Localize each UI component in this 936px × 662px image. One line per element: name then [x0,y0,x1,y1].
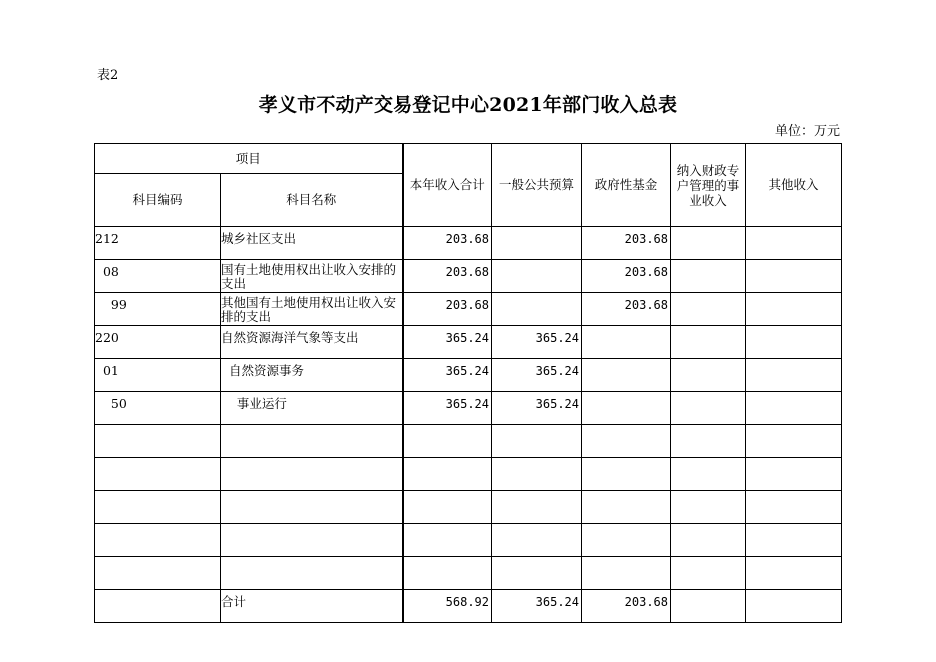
cell-other [746,590,842,623]
cell-name [221,458,403,491]
cell-other [746,326,842,359]
table-label: 表2 [97,68,119,83]
cell-general-budget [492,293,582,326]
cell-total: 365.24 [403,326,492,359]
cell-total: 365.24 [403,359,492,392]
cell-other [746,293,842,326]
cell-name: 自然资源事务 [221,359,403,392]
cell-fiscal-special [671,326,746,359]
cell-fiscal-special [671,425,746,458]
cell-fiscal-special [671,491,746,524]
cell-other [746,458,842,491]
cell-other [746,227,842,260]
cell-gov-fund [582,392,671,425]
cell-fiscal-special [671,590,746,623]
empty-row [95,557,842,590]
cell-gov-fund [582,425,671,458]
empty-row [95,458,842,491]
cell-code: 08 [95,260,221,293]
cell-total [403,557,492,590]
cell-other [746,359,842,392]
cell-general-budget [492,425,582,458]
cell-code [95,491,221,524]
cell-total [403,425,492,458]
cell-code: 50 [95,392,221,425]
cell-general-budget [492,260,582,293]
cell-name [221,557,403,590]
cell-gov-fund [582,524,671,557]
cell-code: 01 [95,359,221,392]
table-row [95,392,842,425]
cell-general-budget [492,557,582,590]
cell-total: 365.24 [403,392,492,425]
income-table [94,143,842,623]
table-row [95,260,842,293]
cell-general-budget [492,227,582,260]
cell-gov-fund [582,359,671,392]
cell-other [746,260,842,293]
header-fiscal-special: 纳入财政专户管理的事业收入 [671,144,746,227]
cell-general-budget: 365.24 [492,326,582,359]
cell-other [746,491,842,524]
header-total: 本年收入合计 [403,144,492,227]
cell-general-budget [492,524,582,557]
table-row [95,227,842,260]
table-row [95,293,842,326]
cell-total [403,524,492,557]
cell-total: 203.68 [403,293,492,326]
cell-code [95,425,221,458]
cell-gov-fund [582,326,671,359]
cell-total [403,458,492,491]
header-code: 科目编码 [95,174,221,227]
cell-gov-fund [582,458,671,491]
cell-general-budget [492,458,582,491]
cell-code: 220 [95,326,221,359]
empty-row [95,425,842,458]
header-other: 其他收入 [746,144,842,227]
cell-name [221,491,403,524]
cell-other [746,524,842,557]
cell-other [746,392,842,425]
cell-gov-fund: 203.68 [582,260,671,293]
cell-total [403,491,492,524]
header-gov-fund: 政府性基金 [582,144,671,227]
cell-name: 其他国有土地使用权出让收入安排的支出 [221,293,403,326]
cell-code [95,458,221,491]
cell-other [746,557,842,590]
cell-total: 203.68 [403,260,492,293]
cell-code: 212 [95,227,221,260]
cell-code [95,590,221,623]
cell-name [221,524,403,557]
cell-general-budget: 365.24 [492,590,582,623]
cell-code [95,524,221,557]
cell-fiscal-special [671,458,746,491]
cell-gov-fund: 203.68 [582,293,671,326]
cell-total: 203.68 [403,227,492,260]
cell-fiscal-special [671,524,746,557]
cell-general-budget [492,491,582,524]
cell-code [95,557,221,590]
header-general-budget: 一般公共预算 [492,144,582,227]
table-row [95,359,842,392]
cell-name: 合计 [221,590,403,623]
header-project: 项目 [95,144,403,174]
page-title: 孝义市不动产交易登记中心2021年部门收入总表 [258,94,678,116]
cell-fiscal-special [671,392,746,425]
unit-label: 单位：万元 [774,124,840,139]
cell-total: 568.92 [403,590,492,623]
cell-name [221,425,403,458]
cell-gov-fund [582,557,671,590]
cell-gov-fund: 203.68 [582,590,671,623]
cell-gov-fund: 203.68 [582,227,671,260]
empty-row [95,491,842,524]
cell-general-budget: 365.24 [492,392,582,425]
header-name: 科目名称 [221,174,403,227]
cell-fiscal-special [671,359,746,392]
cell-name: 自然资源海洋气象等支出 [221,326,403,359]
cell-name: 城乡社区支出 [221,227,403,260]
cell-fiscal-special [671,260,746,293]
cell-fiscal-special [671,557,746,590]
table-row [95,326,842,359]
total-row [95,590,842,623]
cell-name: 国有土地使用权出让收入安排的支出 [221,260,403,293]
cell-fiscal-special [671,227,746,260]
cell-other [746,425,842,458]
cell-name: 事业运行 [221,392,403,425]
cell-code: 99 [95,293,221,326]
empty-row [95,524,842,557]
cell-general-budget: 365.24 [492,359,582,392]
cell-fiscal-special [671,293,746,326]
cell-gov-fund [582,491,671,524]
